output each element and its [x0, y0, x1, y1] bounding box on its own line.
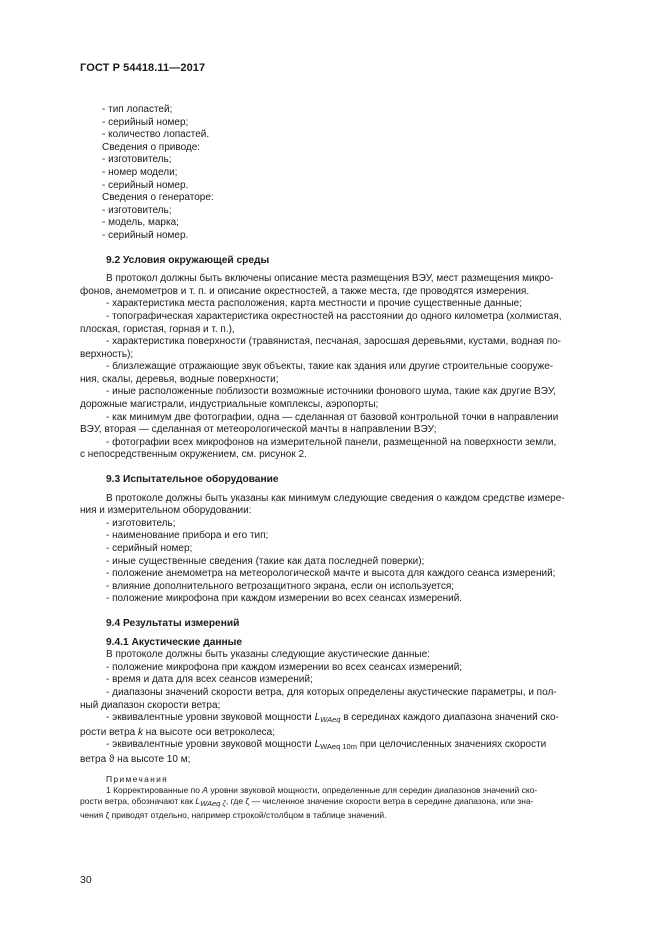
list-heading: Сведения о генераторе: [102, 192, 214, 204]
subscript: WAeq [320, 715, 341, 725]
list-item: - положение микрофона при каждом измерении во всех сеансах измерений; [106, 661, 463, 673]
list-item: - серийный номер. [102, 229, 189, 241]
list-item-cont: ния, скалы, деревья, водные поверхности; [80, 373, 279, 385]
section-title-9-3: 9.3 Испытательное оборудование [106, 474, 279, 486]
symbol-l: L [314, 739, 321, 751]
text-run: ветра [80, 753, 109, 765]
list-item-cont: ВЭУ, вторая — сделанная от метеорологической мачты в направлении ВЭУ; [80, 424, 437, 436]
page-number: 30 [80, 874, 92, 886]
section-title-9-4: 9.4 Результаты измерений [106, 617, 240, 629]
list-item: - влияние дополнительного ветрозащитного экрана, если он используется; [106, 580, 455, 592]
notes-title: Примечания [106, 773, 169, 784]
paragraph-line: фонов, анемометров и т. п. и описание окрестностей, а также места, где проводятся измерения. [80, 285, 530, 297]
list-item: - серийный номер; [106, 543, 193, 554]
note-line [80, 785, 616, 796]
list-item-cont: дорожные магистрали, индустриальные комплексы, аэропорты; [80, 399, 379, 411]
list-item: - количество лопастей. [102, 129, 210, 141]
note-line [80, 796, 616, 809]
list-item-cont: плоская, гористая, горная и т. п.), [80, 323, 235, 335]
list-item: - время и дата для всех сеансов измерений; [106, 674, 313, 686]
top-list [80, 104, 616, 243]
list-item: - серийный номер. [102, 179, 189, 191]
document-header: ГОСТ Р 54418.11—2017 [80, 62, 206, 74]
text-run: , где ζ — численное значение скорости ветра в середине диапазона, или зна- [225, 796, 534, 807]
list-item: - номер модели; [102, 166, 178, 178]
list-item [80, 739, 616, 754]
list-item: - топографическая характеристика окрестностей на расстоянии до одного километра (холмистая, [106, 310, 562, 322]
text-run: при целочисленных значениях скорости [356, 739, 547, 751]
list-item: - положение микрофона при каждом измерении во всех сеансах измерений. [106, 593, 463, 605]
symbol-k: k [137, 726, 143, 738]
list-item: - иные существенные сведения (такие как дата последней поверки); [106, 555, 425, 567]
list-heading: Сведения о приводе: [102, 141, 201, 153]
symbol-l: L [195, 796, 201, 807]
list-item: - как минимум две фотографии, одна — сделанная от базовой контрольной точки в направлении [106, 411, 559, 423]
paragraph-line: В протоколе должны быть указаны следующие акустические данные: [106, 649, 430, 661]
list-item: - характеристика места расположения, карта местности и прочие существенные данные; [106, 298, 523, 310]
symbol-l: L [314, 712, 321, 724]
symbol-a: A [202, 785, 208, 796]
list-item: - близлежащие отражающие звук объекты, такие как здания или другие строительные сооруже- [106, 361, 554, 373]
list-item: - изготовитель; [102, 154, 172, 166]
list-item: - наименование прибора и его тип; [106, 530, 269, 542]
list-item: - серийный номер; [102, 116, 189, 128]
symbol-theta: ϑ [108, 753, 115, 765]
paragraph-line: ния и измерительном оборудовании: [80, 505, 252, 517]
list-item-cont: с непосредственным окружением, см. рисунок 2. [80, 449, 307, 461]
note-line: чения ζ приводят отдельно, например строкой/столбцом в таблице значений. [80, 809, 387, 820]
section-title-9-2: 9.2 Условия окружающей среды [106, 254, 270, 266]
list-item-cont [80, 754, 616, 767]
list-item-cont: ный диапазон скорости ветра; [80, 699, 221, 711]
text-run: рости ветра, обозначают как [80, 796, 196, 807]
text-run: уровни звуковой мощности, определенные для середин диапазонов значений ско- [207, 785, 538, 796]
list-item: - тип лопастей; [102, 104, 173, 115]
subsection-title-9-4-1: 9.4.1 Акустические данные [106, 636, 243, 648]
list-item: - модель, марка; [102, 217, 179, 229]
list-item: - фотографии всех микрофонов на измерительной панели, размещенной на поверхности земли, [106, 436, 557, 448]
paragraph-line: В протоколе должны быть указаны как минимум следующие сведения о каждом средстве измере- [106, 492, 565, 504]
list-item: - иные расположенные поблизости возможные источники фонового шума, такие как другие ВЭУ, [106, 386, 556, 398]
text-run: - эквивалентные уровни звуковой мощности [106, 739, 315, 751]
list-item: - изготовитель; [102, 204, 172, 216]
note-1 [80, 785, 616, 821]
list-item: - положение анемометра на метеорологической мачте и высота для каждого сеанса измерений; [106, 568, 556, 580]
paragraph-line: В протокол должны быть включены описание места размещения ВЭУ, мест размещения микро- [106, 273, 554, 285]
section-9-2 [80, 273, 616, 462]
text-run: 1 Корректированные по [106, 785, 203, 796]
section-9-4 [80, 637, 616, 767]
list-item-cont: верхность); [80, 348, 134, 360]
page-content [80, 104, 616, 821]
text-run: на высоте 10 м; [114, 753, 191, 765]
text-run: рости ветра [80, 726, 138, 738]
list-item [80, 712, 616, 727]
text-run: - эквивалентные уровни звуковой мощности [106, 712, 315, 724]
subscript: WAeq ζ [200, 799, 226, 809]
section-9-3 [80, 493, 616, 606]
list-item: - изготовитель; [106, 517, 176, 529]
list-item: - диапазоны значений скорости ветра, для которых определены акустические параметры, и пол- [106, 686, 557, 698]
subscript: WAeq 10m [320, 742, 357, 752]
text-run: в серединах каждого диапазона значений ско- [340, 712, 559, 724]
text-run: на высоте оси ветроколеса; [142, 726, 276, 738]
list-item: - характеристика поверхности (травянистая, песчаная, заросшая деревьями, кустами, водная по- [106, 336, 562, 348]
list-item-cont [80, 727, 616, 740]
